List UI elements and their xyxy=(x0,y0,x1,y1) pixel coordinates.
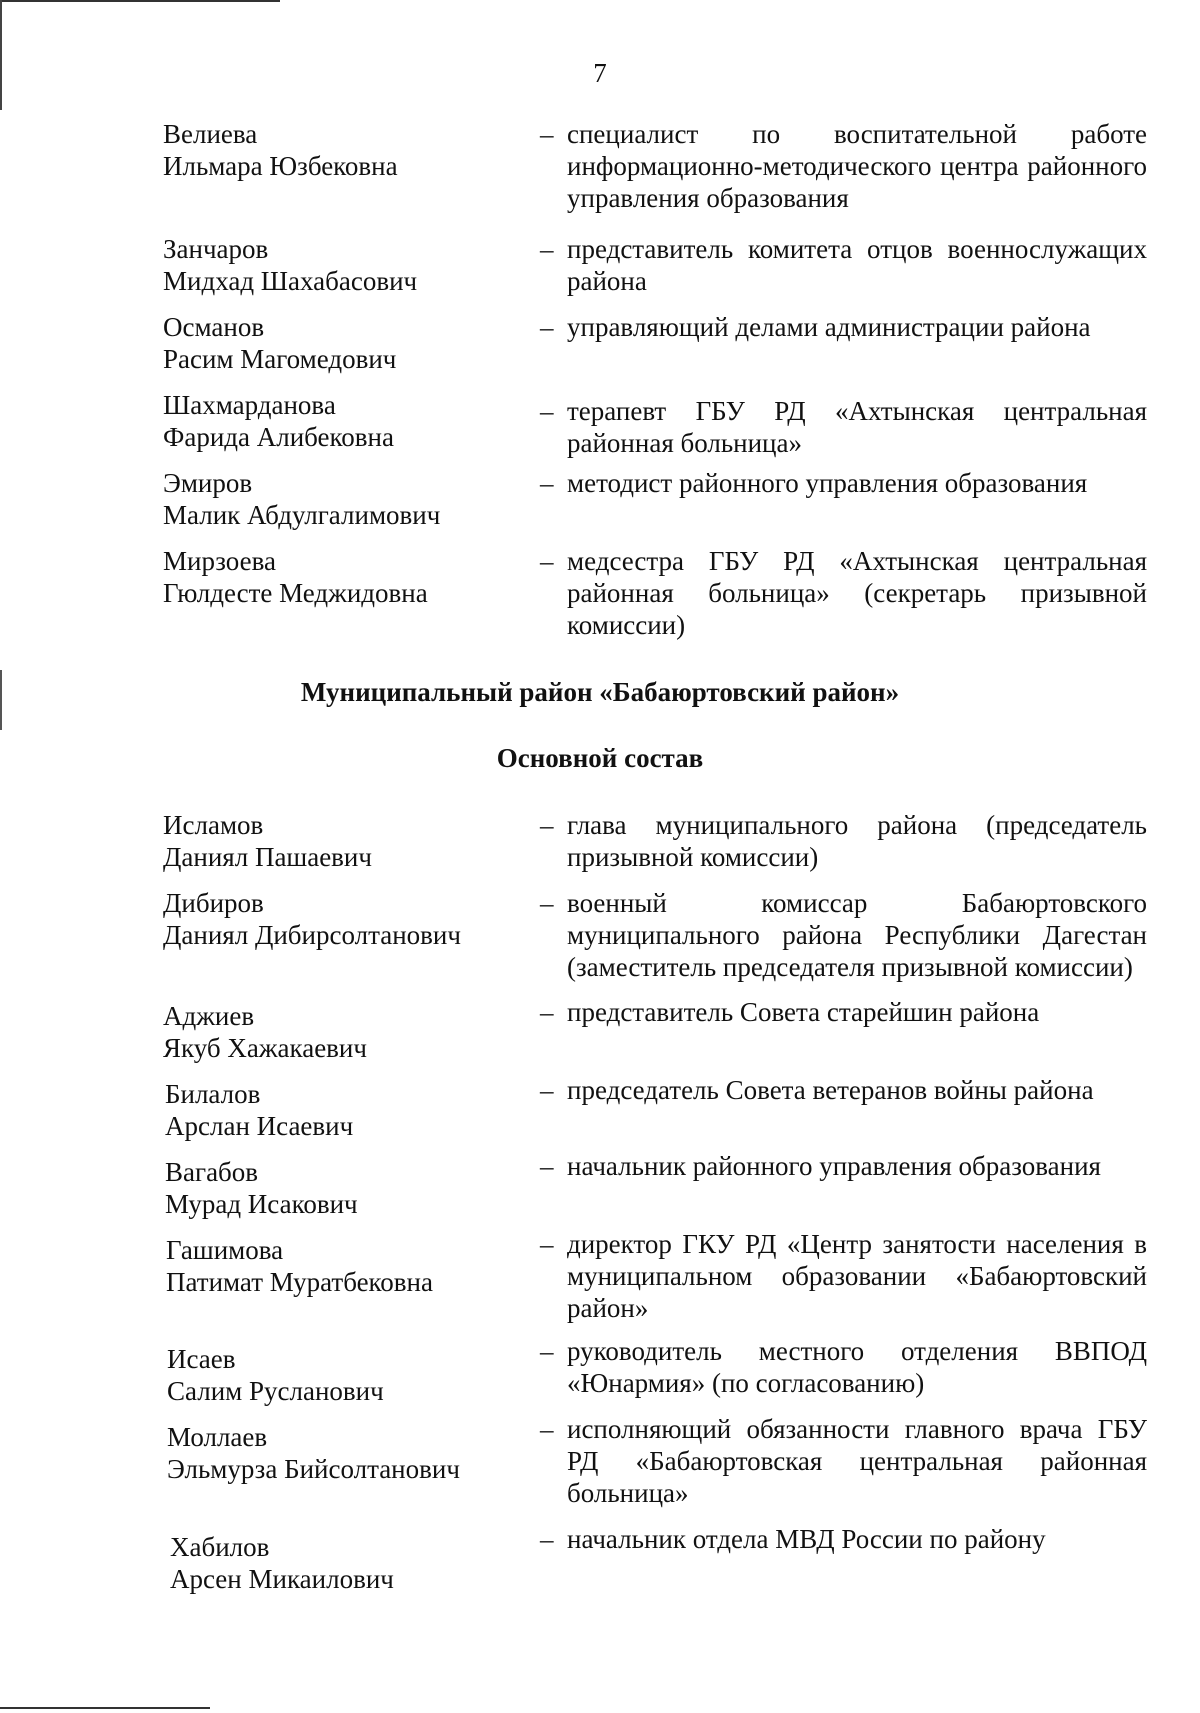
member-given-name: Мидхад Шахабасович xyxy=(163,266,418,296)
member-role: терапевт ГБУ РД «Ахтынская центральная районная больница» xyxy=(567,396,1147,458)
member-given-name: Патимат Муратбековна xyxy=(166,1267,433,1297)
dash-separator: – xyxy=(540,810,554,840)
member-name xyxy=(163,887,513,951)
member-name xyxy=(166,1234,516,1298)
member-given-name: Салим Русланович xyxy=(167,1376,384,1406)
member-role: военный комиссар Бабаюртовского муниципального района Республики Дагестан (заместитель председателя призывной комиссии) xyxy=(567,888,1147,982)
member-given-name: Арсен Микаилович xyxy=(170,1564,394,1594)
member-name xyxy=(165,1156,515,1220)
member-name xyxy=(165,1078,515,1142)
member-surname: Дибиров xyxy=(163,888,264,918)
member-surname: Гашимова xyxy=(166,1235,284,1265)
dash-separator: – xyxy=(540,546,554,576)
member-surname: Мирзоева xyxy=(163,546,276,576)
member-given-name: Мурад Исакович xyxy=(165,1189,358,1219)
dash-separator: – xyxy=(540,312,554,342)
dash-separator: – xyxy=(540,234,554,264)
member-name xyxy=(163,118,513,182)
member-name xyxy=(170,1531,520,1595)
member-surname: Моллаев xyxy=(167,1422,268,1452)
member-role: методист районного управления образования xyxy=(567,468,1088,498)
scan-edge-bottom xyxy=(0,1707,210,1709)
member-given-name: Даниял Пашаевич xyxy=(163,842,372,872)
dash-separator: – xyxy=(540,1151,554,1181)
member-role: глава муниципального района (председатель призывной комиссии) xyxy=(567,810,1147,872)
member-role: специалист по воспитательной работе информационно-методического центра районного управления образования xyxy=(567,119,1147,213)
member-surname: Шахмарданова xyxy=(163,390,336,420)
dash-separator: – xyxy=(540,997,554,1027)
member-given-name: Арслан Исаевич xyxy=(165,1111,354,1141)
member-role: руководитель местного отделения ВВПОД «Юнармия» (по согласованию) xyxy=(567,1336,1147,1398)
member-given-name: Фарида Алибековна xyxy=(163,422,394,452)
dash-separator: – xyxy=(540,396,554,426)
dash-separator: – xyxy=(540,1336,554,1366)
member-role: исполняющий обязанности главного врача ГБУ РД «Бабаюртовская центральная районная больница» xyxy=(567,1414,1147,1508)
district-heading: Муниципальный район «Бабаюртовский район» xyxy=(300,677,900,707)
member-name xyxy=(163,311,513,375)
member-name xyxy=(163,389,513,453)
member-role: управляющий делами администрации района xyxy=(567,312,1091,342)
member-given-name: Даниял Дибирсолтанович xyxy=(163,920,461,950)
member-role: представитель Совета старейшин района xyxy=(567,997,1040,1027)
member-surname: Хабилов xyxy=(170,1532,270,1562)
dash-separator: – xyxy=(540,888,554,918)
member-surname: Исаев xyxy=(167,1344,236,1374)
member-name xyxy=(163,233,513,297)
member-name xyxy=(167,1421,517,1485)
member-surname: Эмиров xyxy=(163,468,253,498)
member-role: начальник отдела МВД России по району xyxy=(567,1524,1046,1554)
scan-edge-left xyxy=(0,0,2,110)
member-surname: Занчаров xyxy=(163,234,269,264)
member-name xyxy=(163,545,513,609)
member-given-name: Якуб Хажакаевич xyxy=(163,1033,367,1063)
member-name xyxy=(163,809,513,873)
member-given-name: Расим Магомедович xyxy=(163,344,397,374)
member-surname: Османов xyxy=(163,312,265,342)
member-role: медсестра ГБУ РД «Ахтынская центральная районная больница» (секретарь призывной комиссии) xyxy=(567,546,1147,640)
member-role: представитель комитета отцов военнослужащих района xyxy=(567,234,1147,296)
member-surname: Велиева xyxy=(163,119,258,149)
member-surname: Вагабов xyxy=(165,1157,259,1187)
member-surname: Исламов xyxy=(163,810,264,840)
member-given-name: Гюлдесте Меджидовна xyxy=(163,578,428,608)
member-given-name: Ильмара Юзбековна xyxy=(163,151,398,181)
member-name xyxy=(167,1343,517,1407)
dash-separator: – xyxy=(540,1229,554,1259)
dash-separator: – xyxy=(540,1524,554,1554)
member-given-name: Эльмурза Бийсолтанович xyxy=(167,1454,460,1484)
dash-separator: – xyxy=(540,1414,554,1444)
member-name xyxy=(163,467,513,531)
dash-separator: – xyxy=(540,468,554,498)
dash-separator: – xyxy=(540,1075,554,1105)
member-role: директор ГКУ РД «Центр занятости населения в муниципальном образовании «Бабаюртовский район» xyxy=(567,1229,1147,1323)
composition-heading: Основной состав xyxy=(496,743,704,773)
member-surname: Билалов xyxy=(165,1079,261,1109)
member-role: председатель Совета ветеранов войны района xyxy=(567,1075,1094,1105)
scan-edge-top xyxy=(0,0,280,2)
dash-separator: – xyxy=(540,119,554,149)
page-number: 7 xyxy=(593,58,607,88)
member-given-name: Малик Абдулгалимович xyxy=(163,500,441,530)
member-name xyxy=(163,1000,513,1064)
member-surname: Аджиев xyxy=(163,1001,255,1031)
member-role: начальник районного управления образования xyxy=(567,1151,1101,1181)
